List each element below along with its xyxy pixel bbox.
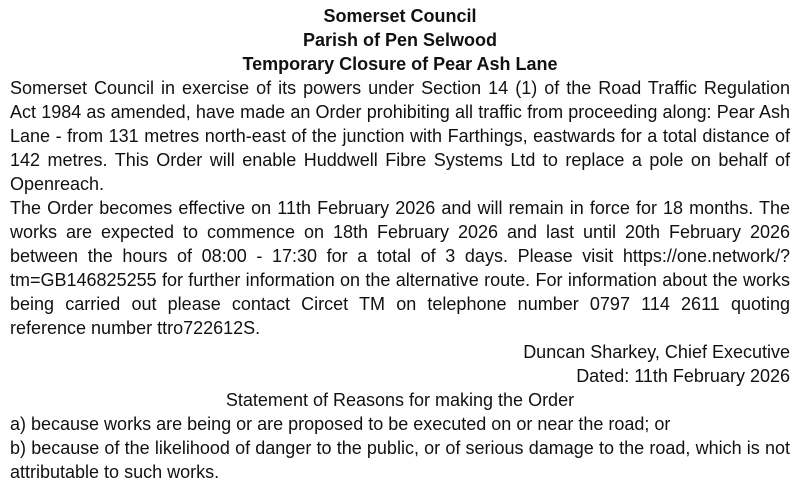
notice-title: Temporary Closure of Pear Ash Lane bbox=[242, 54, 558, 74]
order-description-paragraph: Somerset Council in exercise of its powers under Section 14 (1) of the Road Traffic Regulation Act 1984 as amended, have made an Order prohibiting all traffic from proceeding along: Pear Ash Lane - from 131 metres north-east of the junction with Farthings, eastwards for a total distance of 142 metres. This Order will enable Huddwell Fibre Systems Ltd to replace a pole on behalf of Openreach. bbox=[10, 78, 790, 194]
statement-title: Statement of Reasons for making the Order bbox=[225, 390, 575, 410]
date-line: Dated: 11th February 2026 bbox=[576, 366, 790, 386]
reason-a: a) because works are being or are proposed to be executed on or near the road; or bbox=[10, 414, 671, 434]
signatory: Duncan Sharkey, Chief Executive bbox=[523, 342, 790, 362]
council-name: Somerset Council bbox=[323, 6, 477, 26]
parish-name: Parish of Pen Selwood bbox=[302, 30, 498, 50]
order-details-paragraph: The Order becomes effective on 11th February 2026 and will remain in force for 18 months. The works are expected to commence on 18th February 2026 and last until 20th February 2026 between the hours of 08:00 - 17:30 for a total of 3 days. Please visit https://one.network/?tm=GB146825255 for further information on the alternative route. For information about the works being carried out please contact Circet TM on telephone number 0797 114 2611 quoting reference number ttro722612S. bbox=[10, 198, 790, 338]
reason-b: b) because of the likelihood of danger to the public, or of serious damage to the road, which is not attributable to such works. bbox=[10, 438, 790, 482]
